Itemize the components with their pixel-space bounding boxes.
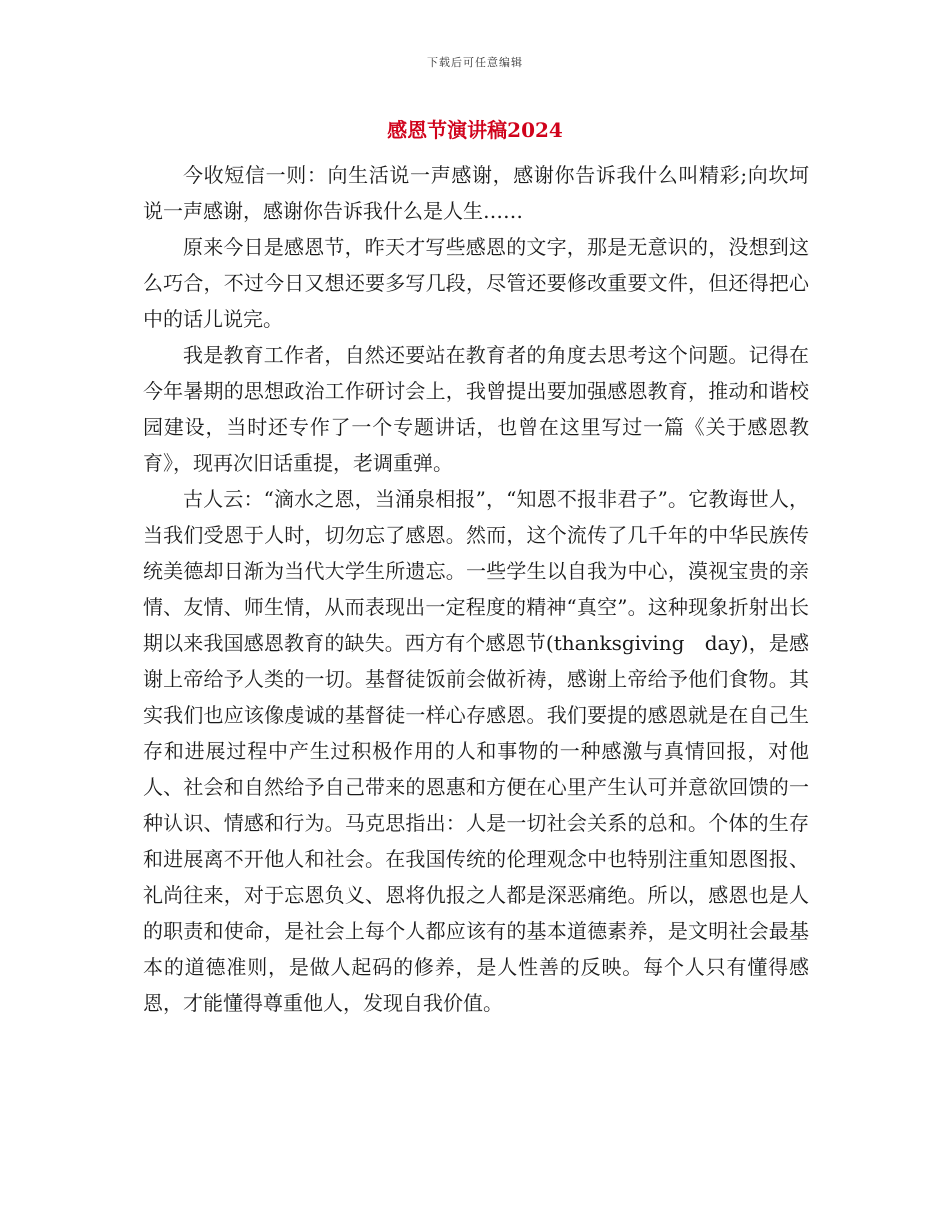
document-body: [143, 157, 809, 1021]
paragraph-3: 我是教育工作者，自然还要站在教育者的角度去思考这个问题。记得在今年暑期的思想政治工作研讨会上，我曾提出要加强感恩教育，推动和谐校园建设，当时还专作了一个专题讲话，也曾在这里写过一篇《关于感恩教育》，现再次旧话重提，老调重弹。: [143, 343, 809, 475]
paragraph-1: 今收短信一则：向生活说一声感谢，感谢你告诉我什么叫精彩;向坎坷说一声感谢，感谢你告诉我什么是人生……: [143, 163, 809, 223]
paragraph-2: 原来今日是感恩节，昨天才写些感恩的文字，那是无意识的，没想到这么巧合，不过今日又想还要多写几段，尽管还要修改重要文件，但还得把心中的话儿说完。: [143, 235, 809, 331]
header-note: 下载后可任意编辑: [427, 56, 523, 69]
paragraph-4: 古人云：“滴水之恩，当涌泉相报”，“知恩不报非君子”。它教诲世人，当我们受恩于人时，切勿忘了感恩。然而，这个流传了几千年的中华民族传统美德却日渐为当代大学生所遗忘。一些学生以自我为中心，漠视宝贵的亲情、友情、师生情，从而表现出一定程度的精神“真空”。这种现象折射出长期以来我国感恩教育的缺失。西方有个感恩节(thanksgiving day)，是感谢上帝给予人类的一切。基督徒饭前会做祈祷，感谢上帝给予他们食物。其实我们也应该像虔诚的基督徒一样心存感恩。我们要提的感恩就是在自己生存和进展过程中产生过积极作用的人和事物的一种感激与真情回报，对他人、社会和自然给予自己带来的恩惠和方便在心里产生认可并意欲回馈的一种认识、情感和行为。马克思指出：人是一切社会关系的总和。个体的生存和进展离不开他人和社会。在我国传统的伦理观念中也特别注重知恩图报、礼尚往来，对于忘恩负义、恩将仇报之人都是深恶痛绝。所以，感恩也是人的职责和使命，是社会上每个人都应该有的基本道德素养，是文明社会最基本的道德准则，是做人起码的修养，是人性善的反映。每个人只有懂得感恩，才能懂得尊重他人，发现自我价值。: [143, 487, 809, 1015]
document-title: 感恩节演讲稿2024: [387, 118, 563, 142]
